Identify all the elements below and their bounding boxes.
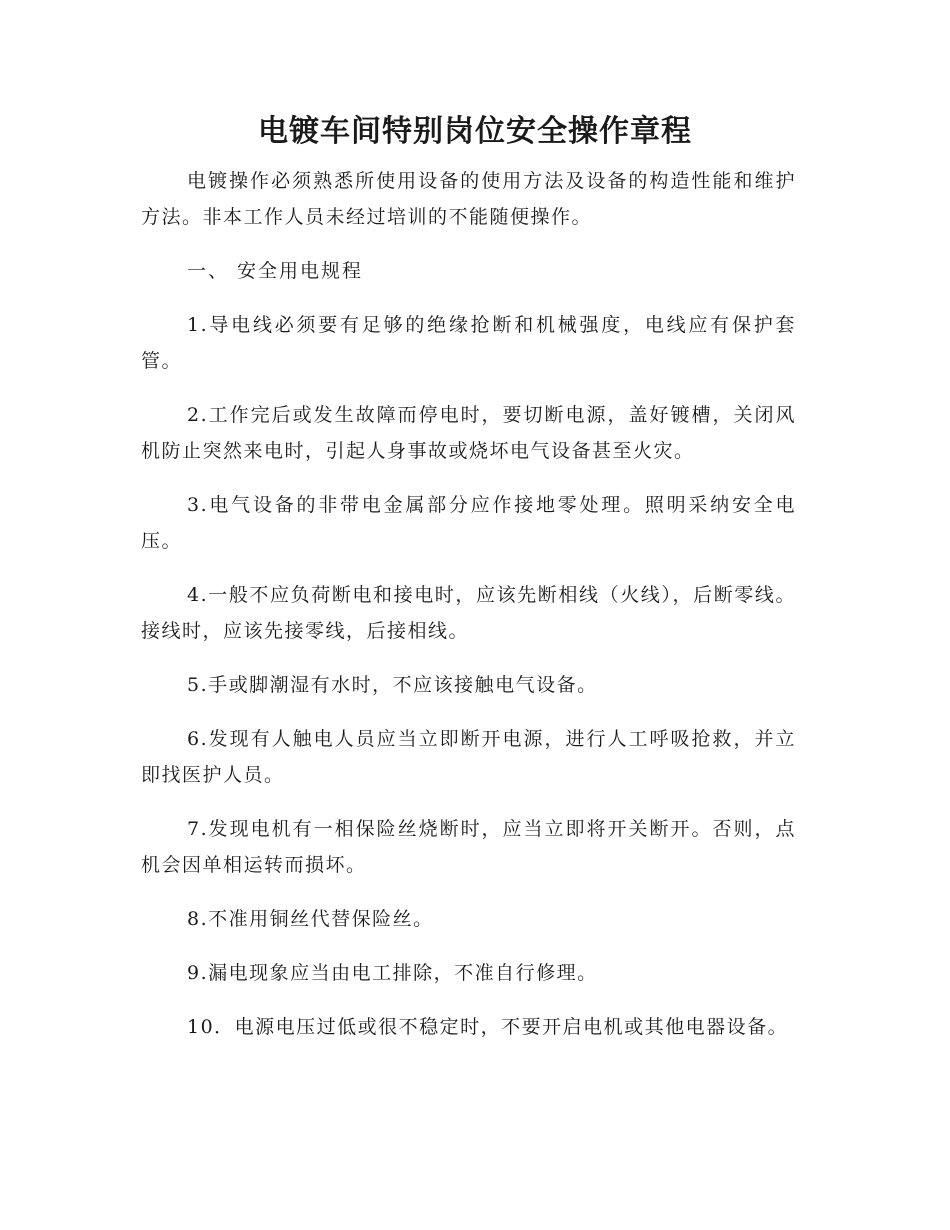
- document-body: [141, 163, 796, 1063]
- list-item: 1.导电线必须要有足够的绝缘抢断和机械强度，电线应有保护套管。: [141, 314, 796, 372]
- list-item: 9.漏电现象应当由电工排除，不准自行修理。: [187, 962, 598, 984]
- list-item: 6.发现有人触电人员应当立即断开电源，进行人工呼吸抢救，并立即找医护人员。: [141, 728, 796, 786]
- list-item: 7.发现电机有一相保险丝烧断时，应当立即将开关断开。否则，点机会因单相运转而损坏。: [141, 818, 796, 876]
- list-item: 4.一般不应负荷断电和接电时，应该先断相线（火线），后断零线。接线时，应该先接零线，后接相线。: [141, 584, 796, 642]
- list-item: 10．电源电压过低或很不稳定时，不要开启电机或其他电器设备。: [187, 1016, 789, 1038]
- document-title: 电镀车间特别岗位安全操作章程: [258, 114, 692, 149]
- list-item: 8.不准用铜丝代替保险丝。: [187, 908, 434, 930]
- list-item: 2.工作完后或发生故障而停电时，要切断电源，盖好镀槽，关闭风机防止突然来电时，引起人身事故或烧坏电气设备甚至火灾。: [141, 404, 796, 462]
- list-item: 3.电气设备的非带电金属部分应作接地零处理。照明采纳安全电压。: [141, 494, 796, 552]
- intro-paragraph: 电镀操作必须熟悉所使用设备的使用方法及设备的构造性能和维护方法。非本工作人员未经过培训的不能随便操作。: [141, 170, 796, 228]
- list-item: 5.手或脚潮湿有水时，不应该接触电气设备。: [187, 674, 598, 696]
- section-heading: 一、 安全用电规程: [187, 260, 364, 282]
